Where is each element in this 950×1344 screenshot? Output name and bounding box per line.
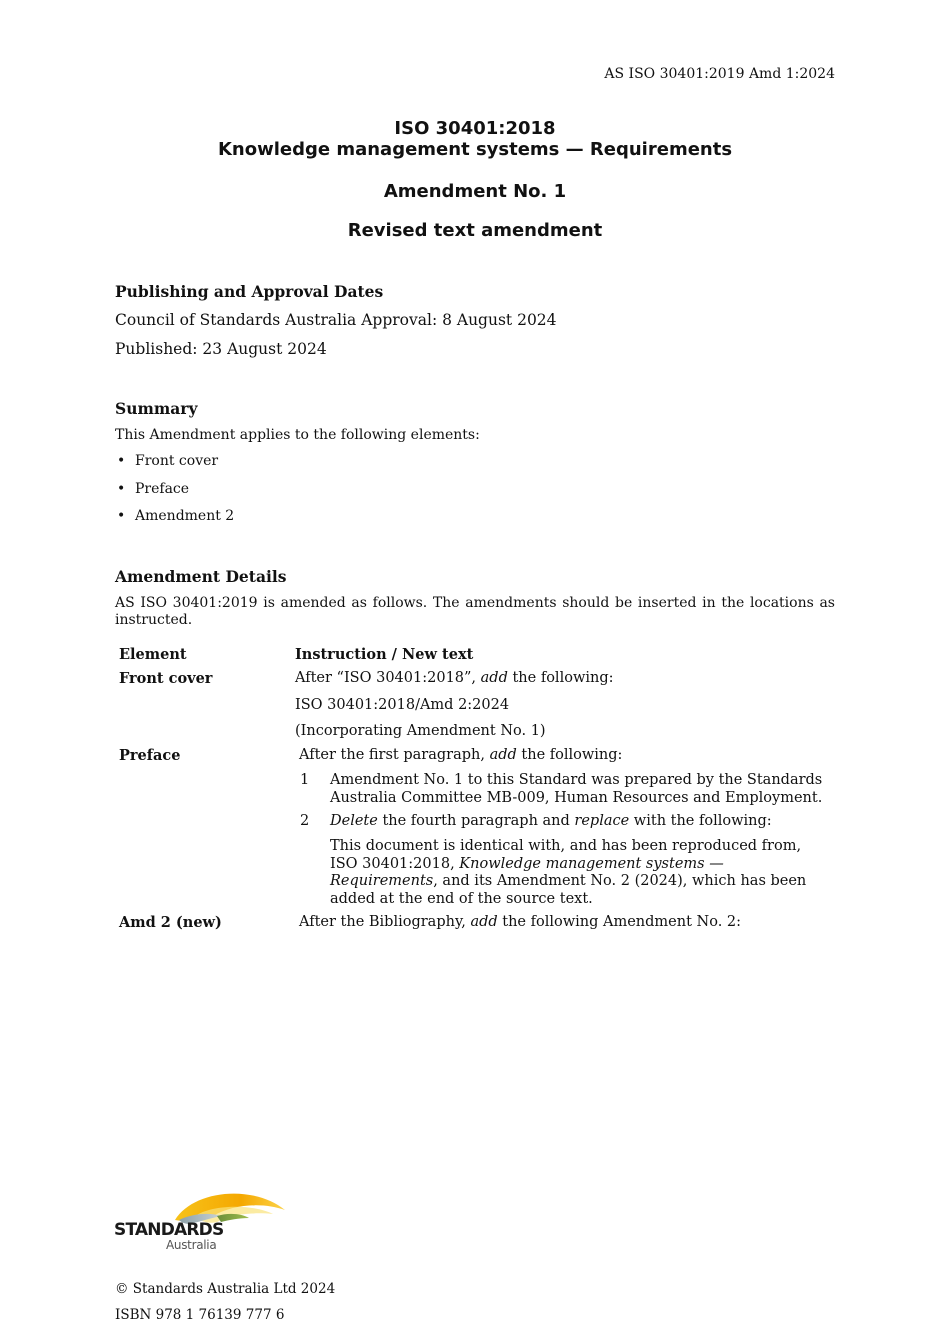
front-cover-line2: ISO 30401:2018/Amd 2:2024	[295, 697, 510, 713]
summary-heading: Summary	[115, 399, 198, 418]
element-preface: Preface	[119, 747, 181, 764]
preface-item-1-number: 1	[300, 772, 310, 788]
preface-item-2-text: Delete the fourth paragraph and replace with the following:	[330, 813, 772, 829]
amd2-instruction: After the Bibliography, add the following Amendment No. 2:	[299, 914, 742, 930]
list-item: • Front cover	[115, 453, 234, 481]
header-reference: AS ISO 30401:2019 Amd 1:2024	[604, 66, 835, 82]
amendment-type	[0, 220, 950, 241]
summary-intro: This Amendment applies to the following elements:	[115, 427, 480, 443]
column-header-instruction: Instruction / New text	[295, 646, 474, 663]
logo-subtitle: Australia	[166, 1238, 217, 1252]
preface-quote: This document is identical with, and has been reproduced from, ISO 30401:2018, Knowledge management systems — Requirements, and its Amendment No. 2 (2024), which has been added at the end of the source text.	[330, 838, 807, 907]
amendment-number-text: Amendment No. 1	[383, 181, 567, 202]
approval-date: Council of Standards Australia Approval: 8 August 2024	[115, 311, 557, 329]
publishing-heading: Publishing and Approval Dates	[115, 282, 384, 301]
standard-number: ISO 30401:2018	[394, 118, 556, 139]
column-header-element: Element	[119, 646, 187, 663]
list-item: • Preface	[115, 481, 234, 509]
amendment-number	[0, 181, 950, 202]
summary-list	[115, 453, 234, 536]
isbn: ISBN 978 1 76139 777 6	[115, 1307, 285, 1323]
preface-item-1-text: Amendment No. 1 to this Standard was prepared by the Standards Australia Committee MB-009, Human Resources and Employment.	[330, 772, 823, 806]
preface-instruction: After the first paragraph, add the following:	[299, 747, 623, 763]
element-front-cover: Front cover	[119, 670, 213, 687]
preface-item-2-number: 2	[300, 813, 310, 829]
standard-title: Knowledge management systems — Requirements	[217, 139, 733, 160]
details-text: AS ISO 30401:2019 is amended as follows. The amendments should be inserted in the locations as instructed.	[115, 595, 835, 628]
amendment-type-text: Revised text amendment	[347, 220, 603, 241]
title-block	[0, 118, 950, 160]
published-date: Published: 23 August 2024	[115, 340, 327, 358]
copyright: © Standards Australia Ltd 2024	[115, 1281, 336, 1297]
details-heading: Amendment Details	[115, 567, 287, 586]
front-cover-line3: (Incorporating Amendment No. 1)	[295, 723, 546, 739]
list-item: • Amendment 2	[115, 508, 234, 536]
front-cover-instruction: After “ISO 30401:2018”, add the following:	[295, 670, 614, 686]
element-amd2: Amd 2 (new)	[119, 914, 222, 931]
logo-wordmark: STANDARDS	[114, 1220, 224, 1240]
